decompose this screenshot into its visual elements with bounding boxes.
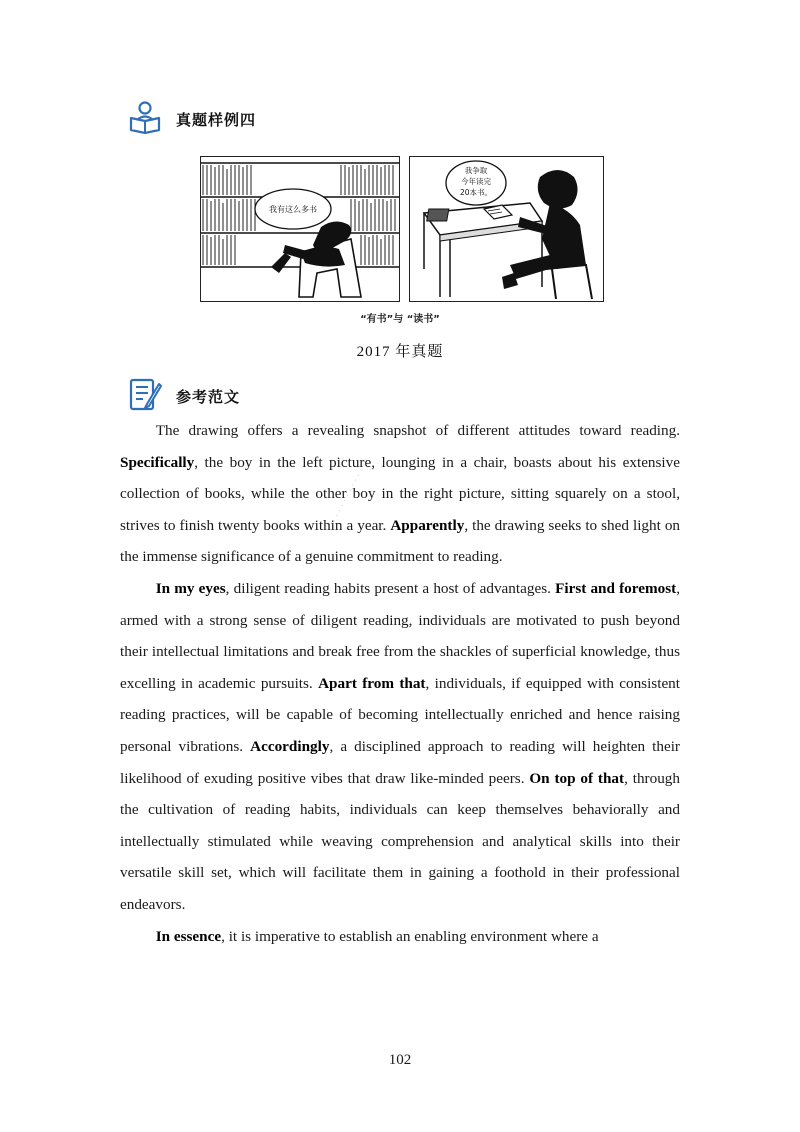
section-heading-sample — [128, 100, 256, 139]
cartoon-left-panel — [200, 156, 400, 302]
section-title: 真题样例四 — [176, 111, 257, 129]
right-speech-bubble-line3: 20本书。 — [459, 188, 493, 197]
essay-transition-phrase: In my eyes — [155, 579, 226, 597]
page-number: 102 — [388, 1052, 412, 1068]
exam-year-label: 2017 年真题 — [356, 344, 444, 360]
notepad-pen-icon — [128, 376, 162, 417]
essay-transition-phrase: Specifically — [120, 453, 195, 471]
right-speech-bubble-line1: 我争取 — [464, 166, 488, 175]
figure-caption: “有书”与 “读书” — [360, 314, 440, 325]
essay-transition-phrase: Apparently — [390, 516, 465, 534]
essay-text: , it is imperative to establish an enabling environment where a — [221, 927, 599, 945]
essay-text: The drawing offers a revealing snapshot of different attitudes toward reading. — [155, 422, 680, 439]
essay-paragraph — [120, 415, 680, 573]
left-speech-bubble: 我有这么多书 — [269, 205, 317, 214]
essay-text: , individuals, if equipped with consistent reading practices, will be capable of becoming intellectually enriched and hence raising personal vibrations. — [120, 674, 680, 755]
essay-transition-phrase: Accordingly — [250, 737, 330, 755]
watermark: · · · · · · · · · · · · · — [330, 456, 373, 525]
essay-text: , the boy in the left picture, lounging in a chair, boasts about his extensive collection of books, while the other boy in the right picture, sitting squarely on a stool, strives to finish twenty books within a year. — [120, 453, 680, 534]
right-speech-bubble-line2: 今年读完 — [461, 177, 491, 186]
essay-transition-phrase: In essence — [155, 927, 222, 945]
cartoon-right-panel — [409, 156, 604, 302]
essay-paragraph — [120, 921, 680, 953]
section-title: 参考范文 — [176, 388, 241, 406]
essay-transition-phrase: First and foremost — [555, 579, 677, 597]
essay-transition-phrase: Apart from that — [318, 674, 426, 692]
essay-text: , diligent reading habits present a host of advantages. — [225, 579, 556, 597]
essay-text: , armed with a strong sense of diligent reading, individuals are motivated to push beyond their intellectual limitations and break free from the shackles of superficial knowledge, thus excelling in academic pursuits. — [120, 579, 680, 692]
reader-icon — [128, 100, 162, 139]
reference-essay — [120, 415, 680, 952]
essay-transition-phrase: On top of that — [529, 769, 625, 787]
essay-paragraph — [120, 573, 680, 921]
essay-text: , the drawing seeks to shed light on the immense significance of a genuine commitment to reading. — [120, 516, 681, 566]
essay-text: , a disciplined approach to reading will heighten their likelihood of exuding positive vibes that draw like-minded peers. — [120, 737, 680, 787]
essay-text: , through the cultivation of reading habits, individuals can keep themselves behaviorally and intellectually stimulated while weaving comprehension and analytical skills into their versatile skill set, which will facilitate them in gaining a foothold in their professional endeavors. — [120, 769, 680, 913]
cartoon-figure — [200, 156, 604, 302]
section-heading-reference — [128, 376, 240, 417]
